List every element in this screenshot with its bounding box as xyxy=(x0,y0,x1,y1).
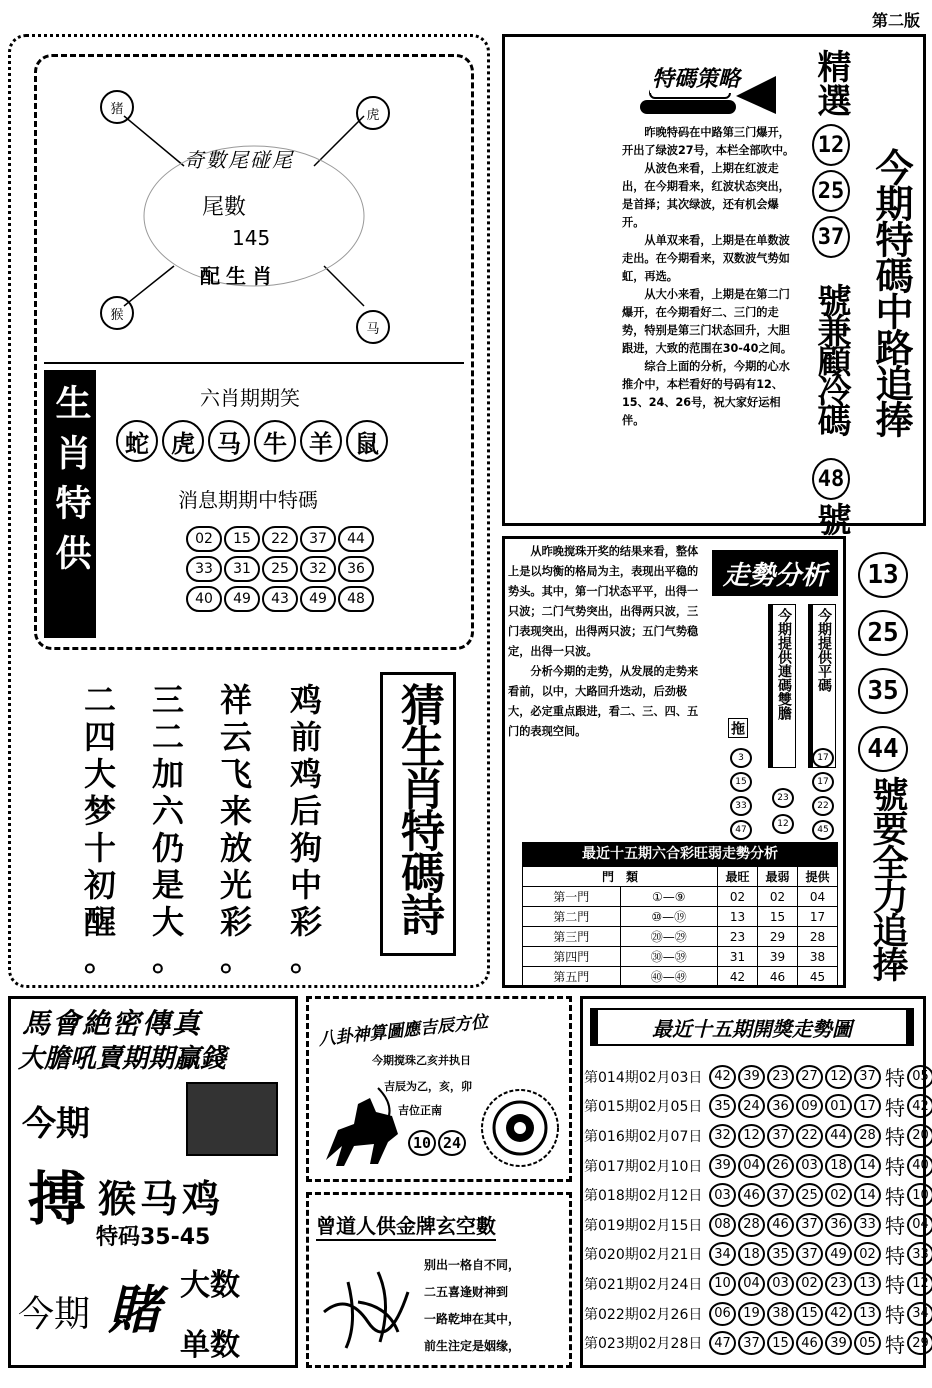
history-ball: 09 xyxy=(796,1094,823,1118)
history-ball: 22 xyxy=(796,1124,823,1148)
poem-char: 加 xyxy=(151,755,184,793)
te-label: 特 xyxy=(885,1273,905,1298)
history-ball: 39 xyxy=(738,1065,765,1089)
analysis-paragraph: 昨晚特码在中路第三门爆开，开出了绿波27号，本栏全部吹中。 xyxy=(622,126,795,157)
table-header: 門 類 xyxy=(523,867,718,887)
table-cell: 46 xyxy=(757,967,797,987)
poem-char: 是 xyxy=(151,866,184,904)
table-row xyxy=(523,947,838,967)
history-ball: 18 xyxy=(825,1154,852,1178)
poem-column xyxy=(146,682,190,978)
history-ball: 02 xyxy=(854,1242,881,1266)
te-label: 特 xyxy=(885,1184,905,1209)
history-ball: 46 xyxy=(738,1183,765,1207)
table-cell: 第五門 xyxy=(523,967,621,987)
zoushi-ball: 13 xyxy=(858,552,908,598)
side-title: 生肖特供 xyxy=(50,384,91,584)
history-ball: 10 xyxy=(709,1272,736,1296)
number-ball: 15 xyxy=(224,526,260,552)
history-ball: 37 xyxy=(738,1331,765,1355)
history-row xyxy=(584,1180,932,1210)
number-ball: 49 xyxy=(224,586,260,612)
row-label: 第022期02月26日 xyxy=(584,1306,703,1323)
zoushi-paragraph: 从昨晚搅珠开奖的结果来看，整体上是以均衡的格局为主，表现出平稳的势头。其中，第一门状态平平，出得一只波；二门气势突出，出得两只波，三门表现突出，出得两只波；五门气势稳定，出得一只波。 xyxy=(508,545,699,658)
history-ball: 24 xyxy=(738,1094,765,1118)
number-ball: 22 xyxy=(262,526,298,552)
poem-title: 猜生肖特碼詩 xyxy=(393,682,444,934)
row-label: 第015期02月05日 xyxy=(584,1099,703,1116)
table-cell: 15 xyxy=(757,907,797,927)
poem-char: 。 xyxy=(151,940,184,978)
history-te-ball: 33 xyxy=(907,1242,932,1266)
mahui-jinqi2: 今期 xyxy=(18,1294,91,1335)
bagua-line3: 吉位正南 xyxy=(398,1104,442,1117)
table-row xyxy=(523,927,838,947)
table-cell: ①—⑨ xyxy=(620,887,718,907)
table-cell: 28 xyxy=(797,927,837,947)
history-te-ball: 04 xyxy=(907,1213,932,1237)
number-ball: 32 xyxy=(300,556,336,582)
history-ball: 04 xyxy=(738,1272,765,1296)
history-te-ball: 42 xyxy=(907,1094,932,1118)
tail-value: 145 xyxy=(232,226,271,250)
te-label: 特 xyxy=(885,1214,905,1239)
poem-char: 二 xyxy=(83,681,116,719)
history-ball: 13 xyxy=(854,1272,881,1296)
animal-badge: 牛 xyxy=(254,420,296,462)
te-label: 特 xyxy=(885,1095,905,1120)
bagua-nums xyxy=(408,1130,466,1156)
poem-char: 鸡 xyxy=(289,681,322,719)
history-ball: 28 xyxy=(854,1124,881,1148)
small-ball: 33 xyxy=(730,796,752,816)
zodiac-corner-section xyxy=(44,66,464,362)
history-ball: 17 xyxy=(854,1094,881,1118)
te-label: 特 xyxy=(885,1303,905,1328)
poem-char: 鸡 xyxy=(289,755,322,793)
table-cell: 02 xyxy=(757,887,797,907)
poem-char: 醒 xyxy=(83,903,116,941)
news-title: 消息期期中特碼 xyxy=(178,488,318,512)
bagua-wheel xyxy=(478,1086,562,1170)
number-ball: 02 xyxy=(186,526,222,552)
poem-char: 六 xyxy=(151,792,184,830)
history-row xyxy=(584,1269,932,1299)
number-ball: 25 xyxy=(262,556,298,582)
table-cell: 第三門 xyxy=(523,927,621,947)
history-ball: 23 xyxy=(767,1065,794,1089)
history-ball: 27 xyxy=(796,1065,823,1089)
jingxuan-ball: 37 xyxy=(812,216,850,258)
history-ball: 14 xyxy=(854,1154,881,1178)
number-ball: 37 xyxy=(300,526,336,552)
te-label: 特 xyxy=(885,1125,905,1150)
history-rows xyxy=(584,1062,932,1358)
analysis-paragraph: 从大小来看，上期是在第二门爆开，在今期看好二、三门的走势，特别是第三门状态回升，大胆跟进，大致的范围在30-40之间。 xyxy=(622,288,793,355)
history-title: 最近十五期開獎走勢圖 xyxy=(590,1008,914,1046)
jinpai-title: 曾道人供金牌玄空數 xyxy=(316,1210,496,1241)
news-numbers xyxy=(186,526,376,612)
zodiac-footer: 配生肖 xyxy=(200,264,278,288)
poem-char: 云 xyxy=(219,718,252,756)
history-ball: 34 xyxy=(709,1242,736,1266)
zoushi-col2-nums xyxy=(772,788,794,834)
jinpai-lines xyxy=(424,1252,520,1360)
table-row xyxy=(523,907,838,927)
table-cell: 04 xyxy=(797,887,837,907)
poem-char: 狗 xyxy=(289,829,322,867)
row-label: 第021期02月24日 xyxy=(584,1276,703,1293)
poem-column xyxy=(214,682,258,978)
animal-badge: 羊 xyxy=(300,420,342,462)
bagua-line2: 吉辰为乙，亥，卯 xyxy=(384,1080,472,1093)
te-label: 特 xyxy=(885,1243,905,1268)
small-ball: 17 xyxy=(812,748,834,768)
history-ball: 37 xyxy=(796,1242,823,1266)
row-label: 第019期02月15日 xyxy=(584,1217,703,1234)
history-ball: 36 xyxy=(825,1213,852,1237)
small-ball: 22 xyxy=(812,796,834,816)
row-label: 第018期02月12日 xyxy=(584,1188,703,1205)
table-cell: 第四門 xyxy=(523,947,621,967)
history-ball: 37 xyxy=(767,1183,794,1207)
number-ball: 31 xyxy=(224,556,260,582)
animal-badge: 蛇 xyxy=(116,420,158,462)
history-te-ball: 20 xyxy=(907,1124,932,1148)
poem-char: 飞 xyxy=(219,755,252,793)
jingxuan-cold-ball: 48 xyxy=(812,458,850,500)
poem-column xyxy=(78,682,122,978)
bagua-title: 八卦神算圖應吉辰方位 xyxy=(317,1012,489,1050)
animal-badge: 虎 xyxy=(162,420,204,462)
small-ball: 12 xyxy=(772,814,794,834)
table-cell: 42 xyxy=(718,967,758,987)
number-ball: 44 xyxy=(338,526,374,552)
history-ball: 02 xyxy=(796,1272,823,1296)
row-label: 第017期02月10日 xyxy=(584,1158,703,1175)
pig-badge: 猪 xyxy=(100,90,134,124)
history-ball: 25 xyxy=(796,1183,823,1207)
history-ball: 18 xyxy=(738,1242,765,1266)
history-ball: 35 xyxy=(709,1094,736,1118)
poem-char: 光 xyxy=(219,866,252,904)
poem-char: 初 xyxy=(83,866,116,904)
history-ball: 26 xyxy=(767,1154,794,1178)
history-ball: 23 xyxy=(825,1272,852,1296)
analysis-paragraph: 从波色来看，上期在红波走出，在今期看来，红波状态突出，是首择；其次绿波，还有机会爆开。 xyxy=(622,162,790,229)
zoushi-logo: 走勢分析 xyxy=(712,550,838,596)
table-cell: 38 xyxy=(797,947,837,967)
zoushi-col1-nums xyxy=(730,748,752,840)
poem-char: 仍 xyxy=(151,829,184,867)
mahui-tema: 特码35-45 xyxy=(96,1225,211,1250)
wangruo-table xyxy=(522,842,838,987)
history-ball: 37 xyxy=(767,1124,794,1148)
table-cell: ⑩—⑲ xyxy=(620,907,718,927)
poem-char: 前 xyxy=(289,718,322,756)
history-ball: 39 xyxy=(709,1154,736,1178)
history-ball: 12 xyxy=(738,1124,765,1148)
mahui-line2: 大膽吼賣期期贏錢 xyxy=(18,1044,227,1074)
history-te-ball: 40 xyxy=(907,1154,932,1178)
history-ball: 06 xyxy=(709,1302,736,1326)
history-te-ball: 34 xyxy=(907,1302,932,1326)
table-cell: 17 xyxy=(797,907,837,927)
history-te-ball: 29 xyxy=(907,1331,932,1355)
history-ball: 33 xyxy=(854,1213,881,1237)
poem-char: 。 xyxy=(83,940,116,978)
bagua-ball: 10 xyxy=(408,1130,436,1156)
zoushi-right-nums xyxy=(858,552,932,772)
table-header: 提供 xyxy=(797,867,837,887)
history-ball: 49 xyxy=(825,1242,852,1266)
history-ball: 13 xyxy=(854,1302,881,1326)
wangruo-title: 最近十五期六合彩旺弱走勢分析 xyxy=(522,842,838,866)
history-ball: 28 xyxy=(738,1213,765,1237)
animal-badge: 马 xyxy=(208,420,250,462)
table-cell: 第一門 xyxy=(523,887,621,907)
history-ball: 42 xyxy=(825,1302,852,1326)
te-label: 特 xyxy=(885,1332,905,1357)
number-ball: 49 xyxy=(300,586,336,612)
history-ball: 15 xyxy=(767,1331,794,1355)
poem-char: 。 xyxy=(219,940,252,978)
zoushi-ball: 44 xyxy=(858,726,908,772)
poem-char: 彩 xyxy=(219,903,252,941)
signature-icon xyxy=(318,1262,418,1352)
history-row xyxy=(584,1062,932,1092)
poem-column xyxy=(284,682,328,978)
history-ball: 39 xyxy=(825,1331,852,1355)
history-ball: 12 xyxy=(825,1065,852,1089)
jingxuan-column xyxy=(806,44,856,536)
history-ball: 14 xyxy=(854,1183,881,1207)
poem-char: 放 xyxy=(219,829,252,867)
history-row xyxy=(584,1151,932,1181)
history-row xyxy=(584,1210,932,1240)
bagua-line1: 今期搅珠乙亥并执日 xyxy=(372,1054,471,1067)
history-ball: 03 xyxy=(796,1154,823,1178)
animal-badge: 鼠 xyxy=(346,420,388,462)
jingxuan-ball: 25 xyxy=(812,170,850,212)
te-label: 特 xyxy=(885,1066,905,1091)
poem-char: 十 xyxy=(83,829,116,867)
small-ball: 45 xyxy=(812,820,834,840)
poem-char: 。 xyxy=(289,940,322,978)
table-cell: 13 xyxy=(718,907,758,927)
number-ball: 40 xyxy=(186,586,222,612)
small-ball: 47 xyxy=(730,820,752,840)
number-ball: 33 xyxy=(186,556,222,582)
row-label: 第016期02月07日 xyxy=(584,1128,703,1145)
six-title: 六肖期期笑 xyxy=(200,386,300,410)
table-cell: 29 xyxy=(757,927,797,947)
jingxuan-ball: 12 xyxy=(812,124,850,166)
archer-horse-icon xyxy=(318,1080,404,1170)
trend-table xyxy=(522,866,838,987)
table-cell: 45 xyxy=(797,967,837,987)
row-label: 第014期02月03日 xyxy=(584,1069,703,1086)
history-ball: 42 xyxy=(709,1065,736,1089)
history-ball: 38 xyxy=(767,1302,794,1326)
history-row xyxy=(584,1240,932,1270)
poem-char: 后 xyxy=(289,792,322,830)
zoushi-col1-title: 拖 xyxy=(728,718,748,738)
history-ball: 19 xyxy=(738,1302,765,1326)
table-cell: 02 xyxy=(718,887,758,907)
monkey-badge: 猴 xyxy=(100,296,134,330)
mahui-du: 賭 xyxy=(108,1280,161,1341)
page-label: 第二版 xyxy=(872,11,921,30)
history-ball: 36 xyxy=(767,1094,794,1118)
jingxuan-top: 精選 xyxy=(811,49,851,117)
tema-celue-text xyxy=(622,124,800,430)
table-row xyxy=(523,967,838,987)
poem-char: 三 xyxy=(151,681,184,719)
history-ball: 03 xyxy=(709,1183,736,1207)
table-header: 最旺 xyxy=(718,867,758,887)
poem-char: 二 xyxy=(151,718,184,756)
table-row xyxy=(523,887,838,907)
poem-char: 祥 xyxy=(219,681,252,719)
table-cell: 31 xyxy=(718,947,758,967)
number-ball: 43 xyxy=(262,586,298,612)
zoushi-col3-nums xyxy=(812,748,834,840)
zodiac-title: 奇數尾碰尾 xyxy=(184,148,294,172)
zoushi-col2-title: 今期提供連碼雙膽 xyxy=(776,608,792,720)
mahui-dan: 单数 xyxy=(180,1328,240,1363)
mahui-art xyxy=(186,1082,278,1156)
history-ball: 05 xyxy=(854,1331,881,1355)
analysis-paragraph: 综合上面的分析，今期的心水推介中，本栏看好的号码有12、15、24、26号，祝大家好运相伴。 xyxy=(622,360,790,427)
row-label: 第023期02月28日 xyxy=(584,1336,703,1353)
table-cell: ⑳—㉙ xyxy=(620,927,718,947)
tema-right-title: 今期特碼中路追捧 xyxy=(869,148,913,436)
table-cell: 39 xyxy=(757,947,797,967)
poem-char: 四 xyxy=(83,718,116,756)
history-ball: 37 xyxy=(796,1213,823,1237)
divider xyxy=(44,362,464,364)
zoushi-ball: 25 xyxy=(858,610,908,656)
small-ball: 3 xyxy=(730,748,752,768)
poem-char: 大 xyxy=(83,755,116,793)
number-ball: 48 xyxy=(338,586,374,612)
history-ball: 03 xyxy=(767,1272,794,1296)
zoushi-ball: 35 xyxy=(858,668,908,714)
mahui-bo: 搏 xyxy=(28,1165,87,1233)
history-ball: 32 xyxy=(709,1124,736,1148)
history-ball: 46 xyxy=(796,1331,823,1355)
signature-art xyxy=(318,1262,418,1352)
zoushi-text xyxy=(508,542,706,742)
tema-celue-logo: 特碼策略 xyxy=(650,62,742,93)
history-te-ball: 12 xyxy=(907,1272,932,1296)
tail-label: 尾數 xyxy=(202,195,247,220)
history-ball: 46 xyxy=(767,1213,794,1237)
archer-horse-art xyxy=(318,1080,404,1170)
tiger-badge: 虎 xyxy=(356,96,390,130)
table-cell: ㊵—㊾ xyxy=(620,967,718,987)
poem-char: 梦 xyxy=(83,792,116,830)
small-ball: 15 xyxy=(730,772,752,792)
poem-char: 彩 xyxy=(289,903,322,941)
small-ball: 23 xyxy=(772,788,794,808)
history-ball: 44 xyxy=(825,1124,852,1148)
jingxuan-mid: 號兼顧冷碼 xyxy=(811,283,851,433)
mahui-animals: 猴马鸡 xyxy=(98,1177,225,1221)
history-ball: 47 xyxy=(709,1331,736,1355)
jinpai-line: 前生注定是姻缘， xyxy=(424,1339,521,1353)
poem-char: 中 xyxy=(289,866,322,904)
poem-char: 大 xyxy=(151,903,184,941)
history-row xyxy=(584,1328,932,1358)
jingxuan-end: 號 xyxy=(811,502,851,536)
mahui-jinqi: 今期 xyxy=(22,1104,90,1144)
history-ball: 04 xyxy=(738,1154,765,1178)
history-te-ball: 05 xyxy=(907,1065,932,1089)
history-ball: 01 xyxy=(825,1094,852,1118)
six-animals xyxy=(116,420,388,462)
horse-badge: 马 xyxy=(356,310,390,344)
table-cell: 23 xyxy=(718,927,758,947)
history-row xyxy=(584,1092,932,1122)
bagua-ball: 24 xyxy=(438,1130,466,1156)
mahui-da: 大数 xyxy=(180,1268,240,1303)
history-ball: 08 xyxy=(709,1213,736,1237)
jinpai-line: 别出一格自不同， xyxy=(424,1258,521,1272)
history-row xyxy=(584,1121,932,1151)
zoushi-col3-title: 今期提供平碼 xyxy=(816,608,832,692)
history-ball: 02 xyxy=(825,1183,852,1207)
analysis-paragraph: 从单双来看，上期是在单数波走出。在今期看来，双数波气势如虹，再选。 xyxy=(622,234,790,283)
jinpai-line: 一路乾坤在其中， xyxy=(424,1312,521,1326)
bagua-wheel-icon xyxy=(478,1086,562,1170)
zoushi-paragraph: 分析今期的走势，从发展的走势来看前，以中，大路回升迭动，后劲极大，必定重点跟进，看二、三、四、五门的表现空间。 xyxy=(508,665,699,738)
zoushi-right-title: 號要全力追捧 xyxy=(867,776,908,980)
history-ball: 15 xyxy=(796,1302,823,1326)
te-label: 特 xyxy=(885,1155,905,1180)
table-header: 最弱 xyxy=(757,867,797,887)
history-row xyxy=(584,1299,932,1329)
mahui-line1: 馬會絶密傳真 xyxy=(22,1007,203,1040)
history-te-ball: 10 xyxy=(907,1183,932,1207)
history-ball: 37 xyxy=(854,1065,881,1089)
small-ball: 17 xyxy=(812,772,834,792)
history-ball: 35 xyxy=(767,1242,794,1266)
row-label: 第020期02月21日 xyxy=(584,1247,703,1264)
number-ball: 36 xyxy=(338,556,374,582)
table-cell: 第二門 xyxy=(523,907,621,927)
jinpai-line: 二五喜逢财神到 xyxy=(424,1285,509,1299)
table-cell: ㉚—㊴ xyxy=(620,947,718,967)
poem-char: 来 xyxy=(219,792,252,830)
